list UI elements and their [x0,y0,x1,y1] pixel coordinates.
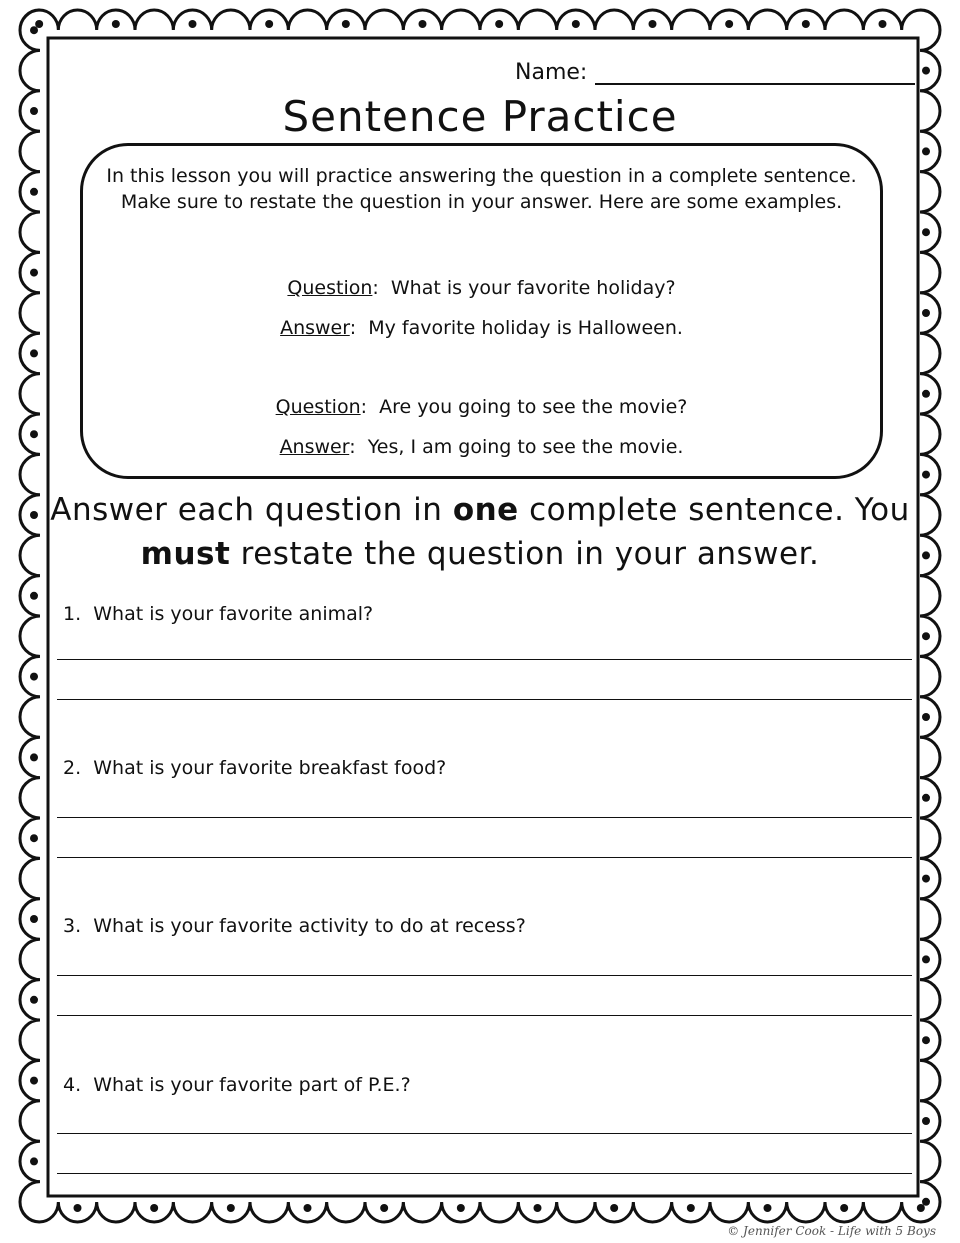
answer-line[interactable] [57,1133,912,1134]
question-text: What is your favorite animal? [93,603,374,625]
instructions-part1: Answer each question in [50,492,443,528]
answer-line[interactable] [57,817,912,818]
instructions [40,488,920,576]
question-number: 1. [63,603,82,625]
answer-line[interactable] [57,699,912,700]
name-label: Name: [515,60,588,85]
answer-label: Answer [279,436,350,458]
question-3 [63,915,526,937]
question-text: Are you going to see the movie? [379,396,688,418]
question-4 [63,1074,411,1096]
instructions-emph-must: must [140,536,231,572]
answer-text: My favorite holiday is Halloween. [368,317,683,339]
question-text: What is your favorite breakfast food? [93,757,447,779]
name-line[interactable] [595,61,915,85]
page-title: Sentence Practice [282,92,678,141]
question-label: Question [275,396,361,418]
answer-line[interactable] [57,857,912,858]
question-text: What is your favorite part of P.E.? [93,1074,411,1096]
credit-text: © Jennifer Cook - Life with 5 Boys [727,1224,936,1238]
question-1 [63,603,373,625]
instructions-part3: restate the question in your answer. [240,536,820,572]
instructions-part2: complete sentence. You [529,492,910,528]
question-2 [63,757,446,779]
question-text: What is your favorite holiday? [390,277,676,299]
answer-line[interactable] [57,975,912,976]
answer-line[interactable] [57,659,912,660]
question-label: Question [287,277,373,299]
answer-line[interactable] [57,1173,912,1174]
intro-text: In this lesson you will practice answering the question in a complete sentence. Make sure to restate the question in your answer. Here are some examples. [106,165,857,213]
answer-line[interactable] [57,1015,912,1016]
question-number: 3. [63,915,82,937]
question-number: 4. [63,1074,82,1096]
example-2-question: Question: Are you going to see the movie? [275,396,688,418]
name-field[interactable] [515,55,915,85]
answer-label: Answer [280,317,350,339]
question-number: 2. [63,757,82,779]
answer-text: Yes, I am going to see the movie. [367,436,684,458]
example-1-question: Question: What is your favorite holiday? [287,277,676,299]
instructions-emph-one: one [452,492,519,528]
example-1-answer: Answer: My favorite holiday is Halloween. [280,317,683,339]
example-2-answer: Answer: Yes, I am going to see the movie. [279,436,684,458]
question-text: What is your favorite activity to do at recess? [93,915,526,937]
